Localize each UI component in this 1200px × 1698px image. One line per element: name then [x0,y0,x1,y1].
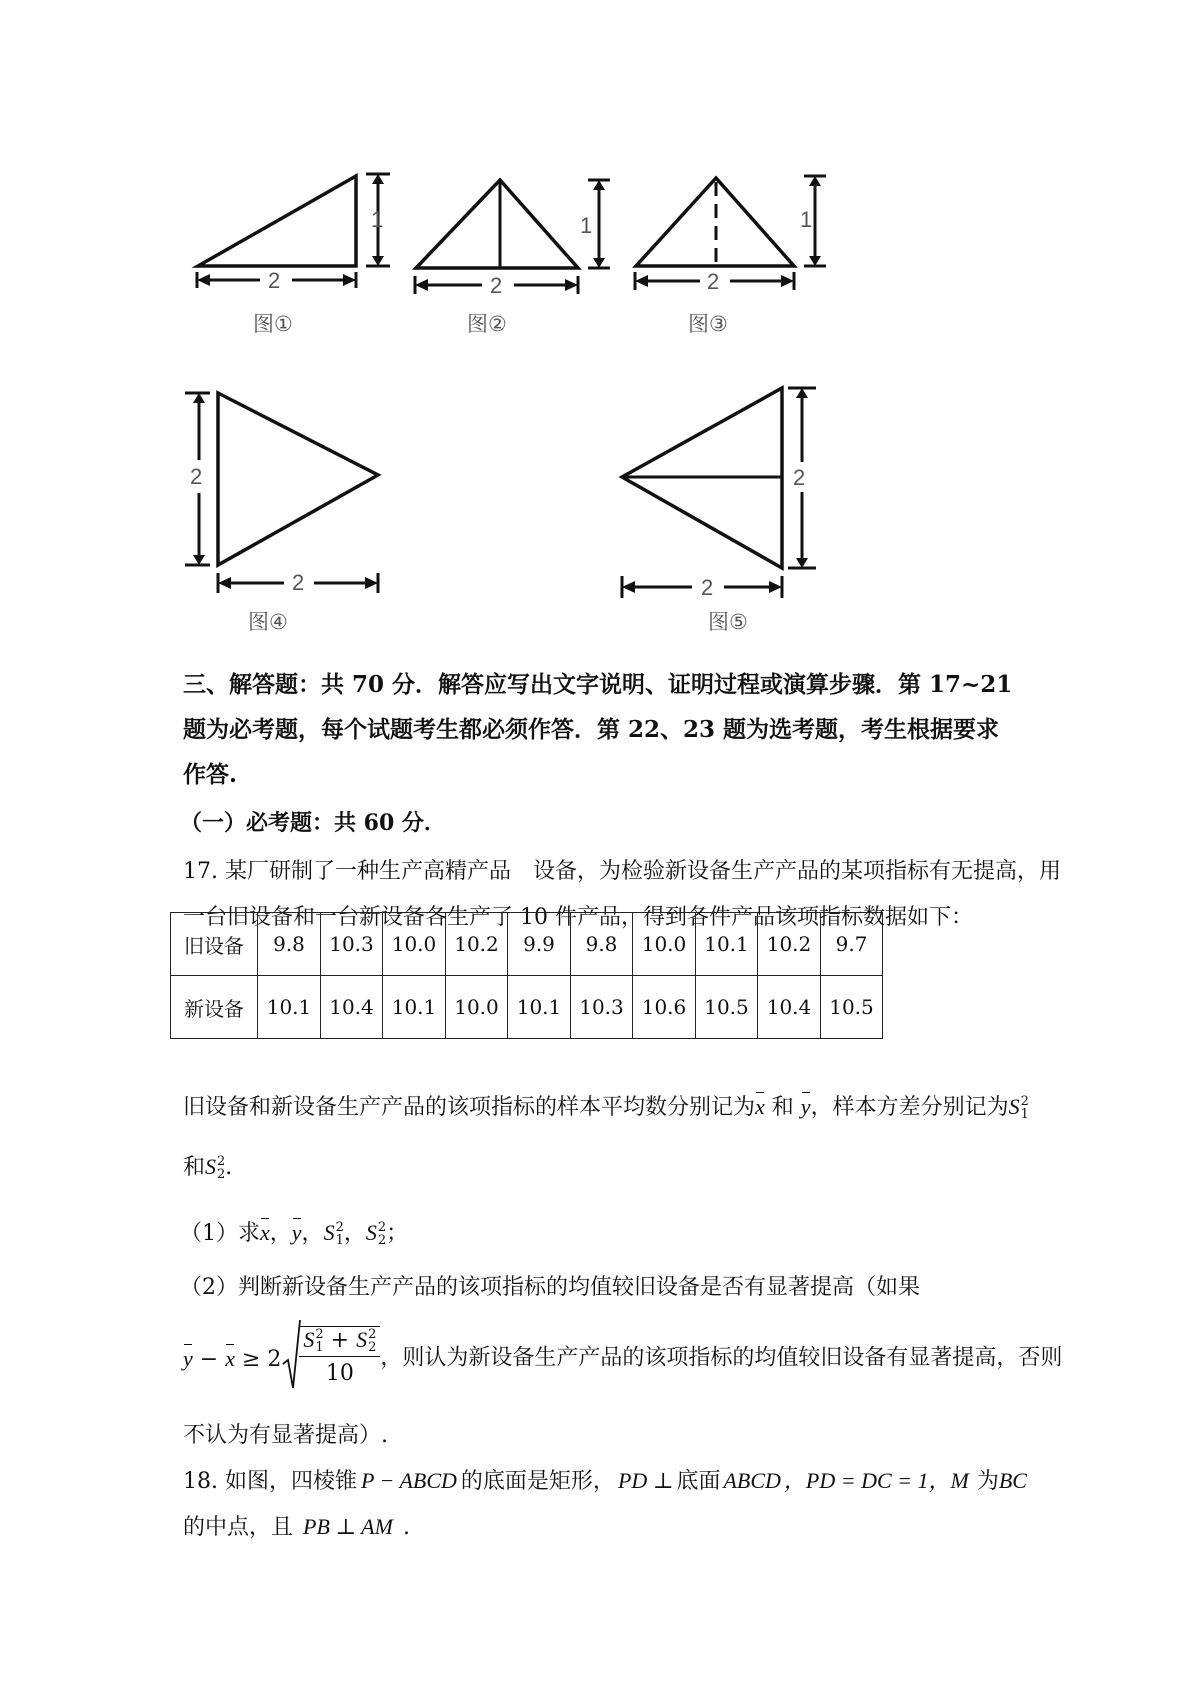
math: ABCD [723,1468,781,1493]
text: 18. 如图，四棱锥 [183,1469,357,1494]
fig1-caption: 图① [253,312,293,336]
text: 的底面是矩形， [460,1469,615,1494]
figure-3 [630,170,830,298]
text: （1）求 [180,1221,260,1246]
table-cell: 10.6 [633,976,696,1039]
math: PD ⊥ [617,1468,674,1493]
text: 和 [771,1095,794,1120]
math: PB ⊥ AM [303,1514,393,1539]
table-cell: 10.1 [696,913,758,976]
text: ； [386,1221,409,1246]
table-cell: 10.5 [821,976,883,1039]
figure-5 [610,380,820,600]
symbol-x: x [755,1094,765,1119]
q17-notation-line: 旧设备和新设备生产产品的该项指标的样本平均数分别记为x 和 y，样本方差分别记为S 2 1 [183,1088,1029,1121]
formula-denominator: 10 [325,1361,354,1386]
q17-part2-line1: （2）判断新设备生产产品的该项指标的均值较旧设备是否有显著提高（如果 [180,1275,920,1300]
fig2-width-label: 2 [490,273,503,298]
table-cell: 10.0 [633,913,696,976]
fig3-height-label: 1 [800,207,813,232]
section-heading-line1: 三、解答题：共 70 分．解答应写出文字说明、证明过程或演算步骤．第 17~21 [183,671,1013,698]
fig3-caption: 图③ [688,312,728,336]
figure-4 [180,385,390,595]
q17-line1: 17. 某厂研制了一种生产高精产品 设备，为检验新设备生产产品的某项指标有无提高，用 [183,859,1061,884]
table-cell: 9.8 [571,913,633,976]
fig1-width-label: 2 [268,268,281,290]
table-cell: 10.4 [758,976,821,1039]
math: BC [998,1468,1027,1493]
fig2-height-label: 1 [580,213,593,238]
text: . [225,1155,233,1180]
table-cell: 10.5 [696,976,758,1039]
fig4-caption: 图④ [248,610,288,634]
figure-2 [410,170,610,298]
section-heading-line2: 题为必考题，每个试题考生都必须作答．第 22、23 题为选考题，考生根据要求 [183,716,1000,743]
symbol-y: y [800,1094,811,1119]
table-cell: 9.8 [258,913,321,976]
row-label: 旧设备 [171,913,258,976]
text: ， [269,1221,292,1246]
q17-part2-formula-line: y − x ≥ 2 S 2 1 + S 2 2 10 ，则认为新设备生产产品的该项指标的均值较旧设备有显著提高，否则 [183,1318,1062,1394]
table-cell: 10.1 [383,976,446,1039]
text: 的中点，且 [183,1515,294,1540]
table-cell: 9.9 [508,913,571,976]
fig5-height-label: 2 [793,465,806,490]
fig4-height-label: 2 [190,464,203,489]
text: ，则认为新设备生产产品的该项指标的均值较旧设备有显著提高，否则 [380,1345,1063,1371]
fig2-caption: 图② [467,312,507,336]
q17-notation-line2: 和S 2 2 . [183,1154,233,1182]
section-heading-line3: 作答. [183,761,238,788]
fig5-caption: 图⑤ [708,610,748,634]
text: ，样本方差分别记为 [810,1095,1009,1120]
table-cell: 9.7 [821,913,883,976]
q17-part1: （1）求x，y，S 2 1 ，S 2 2 ； [180,1214,408,1247]
text: + [323,1328,357,1353]
math: ，PD = DC = 1 [783,1468,929,1493]
text: ， [343,1221,366,1246]
text: 为 [976,1469,999,1494]
q17-line2: 一台旧设备和一台新设备各生产了 10 件产品，得到各件产品该项指标数据如下： [183,905,973,930]
table-cell: 10.2 [758,913,821,976]
q18-line2 [183,1510,410,1541]
math: ，M [928,1468,969,1493]
symbol-s2: S [205,1154,217,1179]
table-row-new [171,976,883,1039]
table-cell: 10.0 [446,976,508,1039]
fig5-width-label: 2 [701,575,714,600]
table-cell: 10.1 [508,976,571,1039]
fig4-width-label: 2 [292,570,305,595]
sqrt-sign [281,1318,301,1394]
table-cell: 10.3 [571,976,633,1039]
text: 底面 [676,1469,721,1494]
figure-1 [190,170,390,290]
text: . [402,1515,410,1540]
table-cell: 10.1 [258,976,321,1039]
table-cell: 10.4 [321,976,383,1039]
text: 旧设备和新设备生产产品的该项指标的样本平均数分别记为 [183,1095,756,1120]
fig3-width-label: 2 [707,269,720,294]
q18-line1 [183,1464,1027,1495]
text: 和 [183,1155,206,1180]
subsection-heading: （一）必考题：共 60 分． [180,810,446,836]
q17-part2-line3: 不认为有显著提高）. [183,1423,388,1448]
table-cell: 10.3 [321,913,383,976]
table-cell: 10.2 [446,913,508,976]
text: ， [301,1221,324,1246]
fig1-height-label: 1 [371,207,384,232]
data-table [170,912,883,1039]
row-label: 新设备 [171,976,258,1039]
table-row-old [171,913,883,976]
table-cell: 10.0 [383,913,446,976]
math: P − ABCD [360,1468,457,1493]
symbol-s1: S [1008,1094,1020,1119]
